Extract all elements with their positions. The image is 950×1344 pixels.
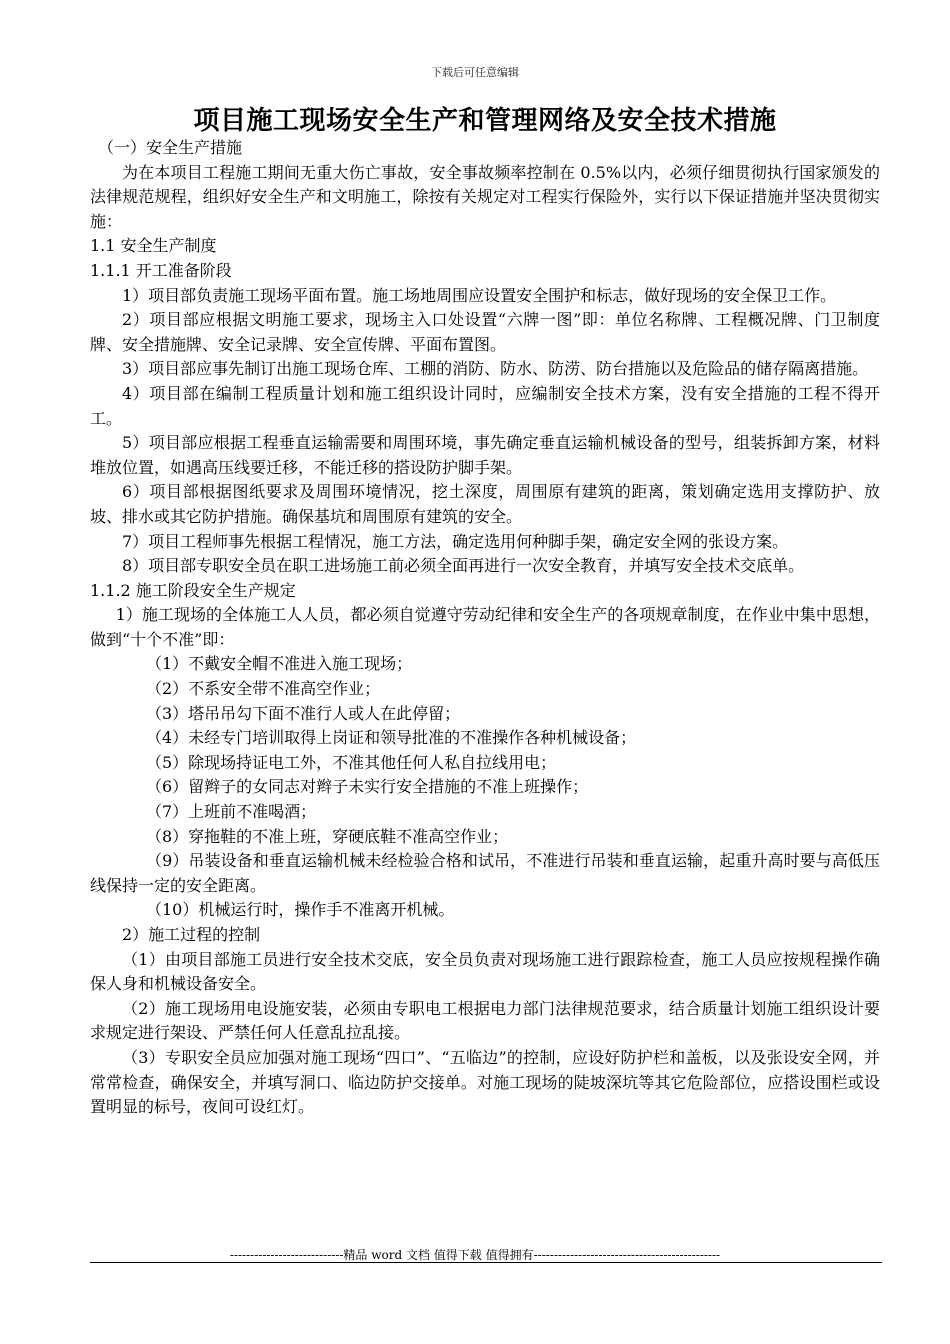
prep-item: 7）项目工程师事先根据工程情况，施工方法，确定选用何种脚手架，确定安全网的张设方案。 [122, 531, 789, 551]
process-item: （1）由项目部施工员进行安全技术交底，安全员负责对现场施工进行跟踪检查，施工人员应按规程操作确保人身和机械设备安全。 [90, 949, 880, 994]
ten-rules-item: （2）不系安全带不准高空作业； [146, 679, 381, 699]
footer-rule [90, 1262, 882, 1263]
ten-rules-item: （9）吊装设备和垂直运输机械未经检验合格和试吊，不准进行吊装和垂直运输，起重升高时要与高低压线保持一定的安全距离。 [90, 851, 880, 895]
ten-rules-item: （4）未经专门培训取得上岗证和领导批准的不准操作各种机械设备； [146, 728, 637, 748]
ten-rules-item: （1）不戴安全帽不准进入施工现场； [146, 654, 413, 674]
prep-item: 6）项目部根据图纸要求及周围环境情况，挖土深度，周围原有建筑的距离，策划确定选用支撑防护、放坡、排水或其它防护措施。确保基坑和周围原有建筑的安全。 [90, 482, 880, 526]
intro-paragraph: 为在本项目工程施工期间无重大伤亡事故，安全事故频率控制在 0.5%以内，必须仔细贯彻执行国家颁发的法律规范规程，组织好安全生产和文明施工，除按有关规定对工程实行保险外，实行以下保证措施并坚决贯彻实施： [90, 162, 880, 231]
prep-item: 5）项目部应根据工程垂直运输需要和周围环境，事先确定垂直运输机械设备的型号，组装拆卸方案，材料堆放位置，如遇高压线要迁移，不能迁移的搭设防护脚手架。 [90, 433, 880, 477]
heading-1-1-2: 1.1.2 施工阶段安全生产规定 [90, 580, 296, 600]
process-item: （3）专职安全员应加强对施工现场“四口”、“五临边”的控制，应设好防护栏和盖板，以及张设安全网，并常常检查，确保安全，并填写洞口、临边防护交接单。对施工现场的陡坡深坑等其它危险部位，应搭设围栏或设置明显的标号，夜间可设红灯。 [90, 1047, 880, 1117]
prep-item: 2）项目部应根据文明施工要求，现场主入口处设置“六牌一图”即：单位名称牌、工程概况牌、门卫制度牌、安全措施牌、安全记录牌、安全宣传牌、平面布置图。 [90, 310, 880, 354]
prep-item: 4）项目部在编制工程质量计划和施工组织设计同时，应编制安全技术方案，没有安全措施的工程不得开工。 [90, 383, 880, 428]
ten-rules-item: （3）塔吊吊勾下面不准行人或人在此停留； [146, 703, 461, 723]
ten-rules-item: （7）上班前不准喝酒； [146, 802, 317, 822]
prep-item: 3）项目部应事先制订出施工现场仓库、工棚的消防、防水、防涝、防台措施以及危险品的储存隔离措施。 [122, 359, 869, 379]
heading-1-1-1: 1.1.1 开工准备阶段 [90, 260, 232, 280]
rule-paragraph: 2）施工过程的控制 [122, 925, 261, 944]
prep-item: 1）项目部负责施工现场平面布置。施工场地周围应设置安全围护和标志，做好现场的安全保卫工作。 [122, 285, 837, 305]
ten-rules-item: （6）留辫子的女同志对辫子未实行安全措施的不准上班操作； [146, 777, 589, 797]
rule-paragraph: 1）施工现场的全体施工人人员，都必须自觉遵守劳动纪律和安全生产的各项规章制度，在作业中集中思想，做到“十个不准”即： [90, 605, 880, 649]
footer-note: ----------------------------精品 word 文档 值得下载 值得拥有---------------------------------------------- [229, 1248, 721, 1262]
section-heading: （一）安全生产措施 [98, 138, 243, 157]
ten-rules-item: （5）除现场持证电工外，不准其他任何人私自拉线用电； [146, 752, 557, 772]
document-body [90, 136, 880, 1120]
process-item: （2）施工现场用电设施安装，必须由专职电工根据电力部门法律规范要求，结合质量计划施工组织设计要求规定进行架设、严禁任何人任意乱拉乱接。 [90, 998, 880, 1043]
ten-rules-item: （10）机械运行时，操作手不准离开机械。 [146, 900, 455, 920]
prep-item: 8）项目部专职安全员在职工进场施工前必须全面再进行一次安全教育，并填写安全技术交底单。 [122, 556, 805, 576]
document-title: 项目施工现场安全生产和管理网络及安全技术措施 [193, 106, 777, 136]
heading-1-1: 1.1 安全生产制度 [90, 236, 217, 256]
header-note: 下载后可任意编辑 [431, 66, 519, 79]
ten-rules-item: （8）穿拖鞋的不准上班，穿硬底鞋不准高空作业； [146, 826, 509, 846]
